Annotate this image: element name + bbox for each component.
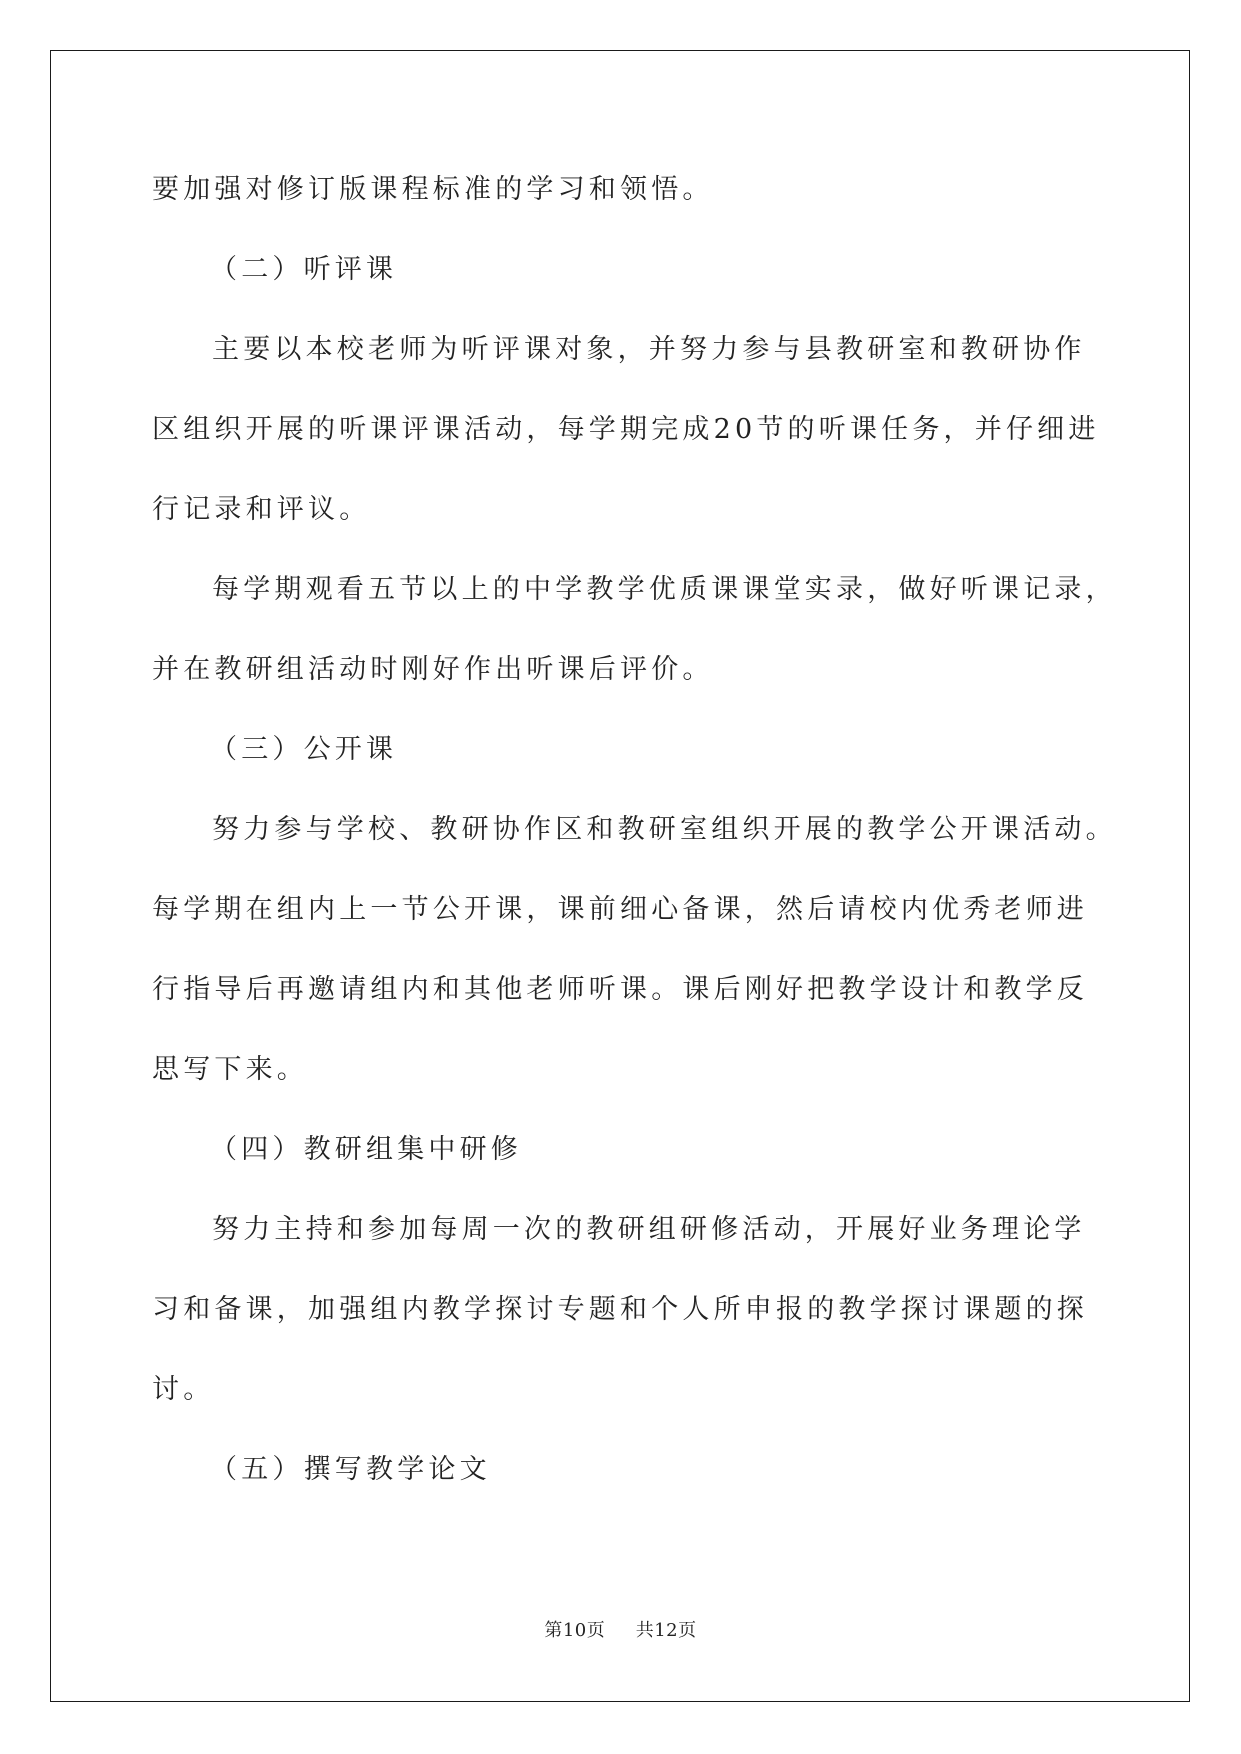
section-heading: （四）教研组集中研修 [210, 1134, 522, 1165]
paragraph-line: 思写下来。 [152, 1054, 308, 1085]
section-heading: （二）听评课 [210, 254, 398, 285]
paragraph-line: 要加强对修订版课程标准的学习和领悟。 [152, 174, 714, 205]
total-page-count: 共12页 [635, 1620, 697, 1641]
paragraph-line: 行指导后再邀请组内和其他老师听课。课后刚好把教学设计和教学反 [152, 974, 1088, 1005]
paragraph-line: 行记录和评议。 [152, 494, 371, 525]
paragraph-line: 每学期在组内上一节公开课，课前细心备课，然后请校内优秀老师进 [152, 894, 1088, 925]
paragraph-line: 区组织开展的听课评课活动，每学期完成20节的听课任务，并仔细进 [152, 414, 1100, 445]
paragraph-line: 主要以本校老师为听评课对象，并努力参与县教研室和教研协作 [212, 334, 1086, 365]
paragraph-line: 并在教研组活动时刚好作出听课后评价。 [152, 654, 714, 685]
paragraph-line: 习和备课，加强组内教学探讨专题和个人所申报的教学探讨课题的探 [152, 1294, 1088, 1325]
section-heading: （三）公开课 [210, 734, 398, 765]
paragraph-line: 每学期观看五节以上的中学教学优质课课堂实录，做好听课记录， [212, 574, 1117, 605]
paragraph-line: 讨。 [152, 1374, 215, 1405]
paragraph-line: 努力主持和参加每周一次的教研组研修活动，开展好业务理论学 [212, 1214, 1086, 1245]
current-page-number: 第10页 [544, 1620, 606, 1641]
page-footer [0, 1616, 1241, 1642]
paragraph-line: 努力参与学校、教研协作区和教研室组织开展的教学公开课活动。 [212, 814, 1117, 845]
section-heading: （五）撰写教学论文 [210, 1454, 491, 1485]
